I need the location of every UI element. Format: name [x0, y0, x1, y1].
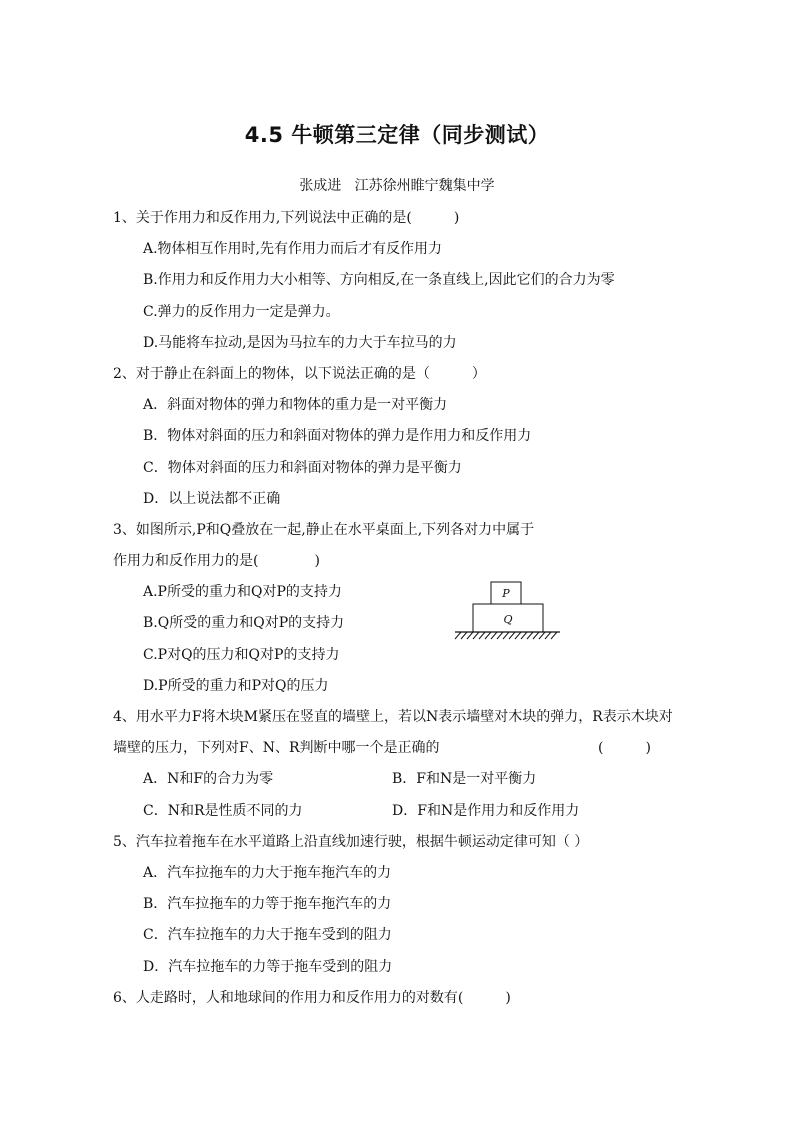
- question-list: [113, 203, 753, 1014]
- question-stem: 1、关于作用力和反作用力,下列说法中正确的是( ): [113, 210, 460, 226]
- ground-hatch-line: [467, 632, 473, 639]
- option-a: A．N和F的合力为零: [143, 771, 274, 788]
- block-q-label: Q: [503, 613, 513, 626]
- question-5: [113, 827, 753, 983]
- ground-hatch-line: [515, 632, 521, 639]
- question-stem: 4、用水平力F将木块M紧压在竖直的墙壁上，若以N表示墙壁对木块的弹力，R表示木块对: [113, 709, 673, 725]
- option-c: C．N和R是性质不同的力: [143, 802, 303, 819]
- option-a: A.P所受的重力和Q对P的支持力: [143, 584, 342, 601]
- ground-hatch-line: [545, 632, 551, 639]
- question-stem-continued: 作用力和反作用力的是( ): [113, 553, 320, 570]
- question-stem-text: 墙壁的压力，下列对F、N、R判断中哪一个是正确的: [113, 740, 440, 757]
- stacked-blocks-figure: [450, 575, 565, 645]
- ground-hatch-line: [473, 632, 479, 639]
- ground-hatch-line: [533, 632, 539, 639]
- ground-hatch-line: [509, 632, 515, 639]
- ground-hatching: [455, 632, 557, 639]
- ground-hatch-line: [527, 632, 533, 639]
- ground-hatch-line: [491, 632, 497, 639]
- option-d: D.P所受的重力和P对Q的压力: [143, 677, 329, 694]
- question-6: [113, 983, 753, 1014]
- option-d: D.马能将车拉动,是因为马拉车的力大于车拉马的力: [143, 334, 457, 351]
- option-b: B．F和N是一对平衡力: [392, 771, 537, 788]
- ground-hatch-line: [503, 632, 509, 639]
- ground-hatch-line: [539, 632, 545, 639]
- option-b: B.作用力和反作用力大小相等、方向相反,在一条直线上,因此它们的合力为零: [143, 272, 615, 289]
- option-a: A.物体相互作用时,先有作用力而后才有反作用力: [143, 241, 443, 258]
- ground-hatch-line: [497, 632, 503, 639]
- option-c: C.P对Q的压力和Q对P的支持力: [143, 646, 340, 663]
- question-3: [113, 515, 753, 702]
- option-b: B.Q所受的重力和Q对P的支持力: [143, 615, 345, 632]
- option-a: A．汽车拉拖车的力大于拖车拖汽车的力: [143, 864, 392, 881]
- option-d: D．汽车拉拖车的力等于拖车受到的阻力: [143, 958, 393, 975]
- author-line: 张成进 江苏徐州睢宁魏集中学: [299, 178, 495, 194]
- ground-hatch-line: [479, 632, 485, 639]
- question-1: [113, 203, 753, 359]
- option-c: C．物体对斜面的压力和斜面对物体的弹力是平衡力: [143, 459, 462, 476]
- option-c: C．汽车拉拖车的力大于拖车受到的阻力: [143, 927, 392, 944]
- question-4: [113, 702, 753, 827]
- ground-hatch-line: [521, 632, 527, 639]
- ground-hatch-line: [551, 632, 557, 639]
- option-d: D．F和N是作用力和反作用力: [392, 802, 580, 819]
- answer-blank: ( ): [598, 740, 651, 757]
- question-stem: 2、对于静止在斜面上的物体，以下说法正确的是（ ）: [113, 365, 486, 382]
- question-stem: 5、汽车拉着拖车在水平道路上沿直线加速行驶，根据牛顿运动定律可知（ ）: [113, 833, 589, 850]
- option-b: B．物体对斜面的压力和斜面对物体的弹力是作用力和反作用力: [143, 428, 532, 445]
- ground-hatch-line: [485, 632, 491, 639]
- option-b: B．汽车拉拖车的力等于拖车拖汽车的力: [143, 896, 392, 913]
- ground-hatch-line: [455, 632, 461, 639]
- question-stem: 3、如图所示,P和Q叠放在一起,静止在水平桌面上,下列各对力中属于: [113, 521, 535, 538]
- option-a: A．斜面对物体的弹力和物体的重力是一对平衡力: [143, 397, 448, 414]
- block-p-label: P: [502, 587, 510, 600]
- option-row: [113, 764, 753, 795]
- ground-hatch-line: [461, 632, 467, 639]
- option-d: D．以上说法都不正确: [143, 490, 281, 507]
- option-c: C.弹力的反作用力一定是弹力。: [143, 303, 340, 320]
- question-stem-continued: [113, 733, 753, 764]
- question-2: [113, 359, 753, 515]
- page-title: 4.5 牛顿第三定律（同步测试）: [244, 123, 550, 147]
- option-row: [113, 796, 753, 827]
- question-stem: 6、人走路时，人和地球间的作用力和反作用力的对数有( ): [113, 989, 511, 1006]
